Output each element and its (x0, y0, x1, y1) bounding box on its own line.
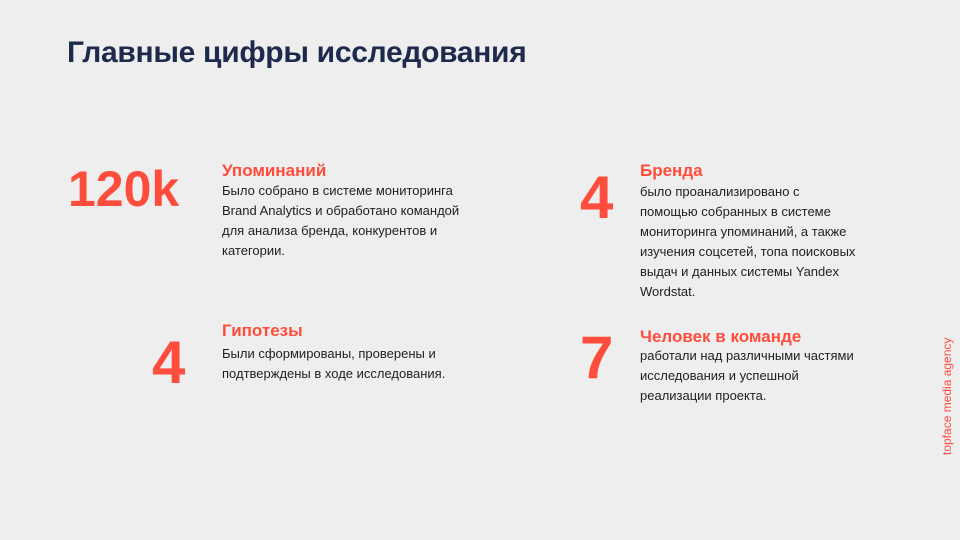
stat-description-mentions: Было собрано в системе мониторинга Brand Analytics и обработано командой для анализа бренда, конкурентов и категории. (222, 183, 460, 258)
page-title: Главные цифры исследования (67, 36, 527, 69)
stat-description-hypotheses: Были сформированы, проверены и подтверждены в ходе исследования. (222, 346, 446, 381)
stat-number-team: 7 (580, 324, 614, 391)
stat-number-hypotheses: 4 (152, 329, 186, 396)
stat-heading-team: Человек в команде (640, 327, 802, 346)
stat-description-brands: было проанализировано с помощью собранных в системе мониторинга упоминаний, а также изучения соцсетей, топа поисковых выдач и данных системы Yandex Wordstat. (640, 184, 856, 299)
stat-heading-brands: Бренда (640, 161, 703, 180)
stat-description-team: работали над различными частями исследования и успешной реализации проекта. (640, 348, 854, 403)
stat-heading-hypotheses: Гипотезы (222, 321, 303, 340)
stat-number-brands: 4 (580, 164, 614, 231)
stat-heading-mentions: Упоминаний (222, 161, 327, 180)
brand-vertical-label: topface media agency (940, 337, 954, 455)
stat-number-mentions: 120k (68, 161, 180, 217)
